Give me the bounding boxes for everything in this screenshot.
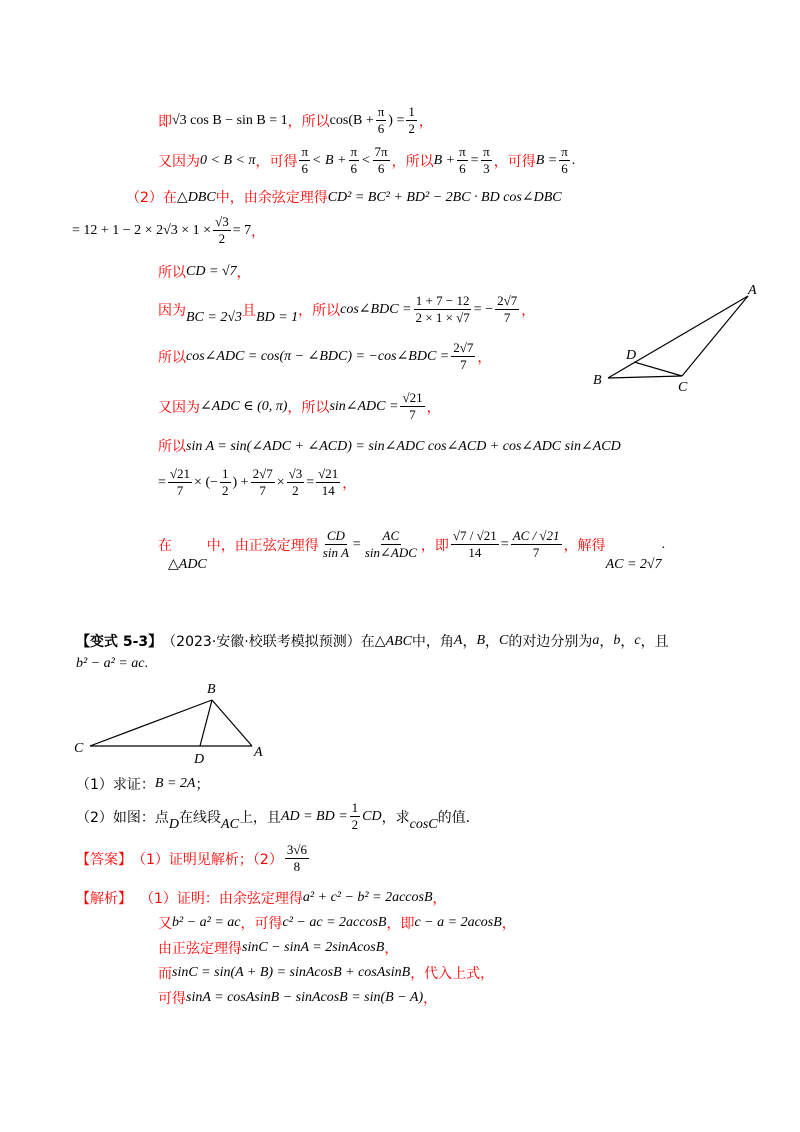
math: sin A = sin(∠ADC + ∠ACD) = sin∠ADC cos∠ACD + cos∠ADC sin∠ACD: [186, 438, 621, 454]
math: CD² = BC² + BD² − 2BC · BD cos∠DBC: [327, 189, 562, 205]
segment-DC: [634, 362, 682, 376]
answer-label: 【答案】: [76, 851, 132, 868]
segment-CA: [682, 296, 748, 376]
math: AC = 2√7: [605, 556, 662, 572]
math: =: [352, 536, 361, 552]
label-B: B: [207, 682, 216, 697]
problem-statement-line-2: [76, 656, 148, 672]
text: （1）证明：由余弦定理得: [140, 891, 303, 907]
solution-line-1: [158, 104, 433, 137]
triangle-figure-1: [588, 282, 768, 397]
math: 0 < B < π: [200, 152, 256, 168]
label-B: B: [593, 373, 602, 388]
math: ×: [276, 474, 285, 490]
text: ，可得: [240, 916, 283, 932]
math: = 7: [232, 222, 252, 238]
math: b: [613, 633, 621, 648]
solution-line-7: [158, 340, 491, 373]
text: 且: [242, 302, 257, 319]
text: ，即: [386, 916, 415, 932]
text: ，解得: [563, 537, 606, 554]
text: 而: [158, 966, 172, 982]
math: ∠ADC ∈ (0, π): [200, 399, 288, 414]
math: =: [158, 474, 166, 490]
text: 又因为: [158, 399, 200, 416]
math: a² + c² − b² = 2accosB: [302, 890, 433, 905]
text: （1）求证：: [76, 777, 155, 793]
math: =: [306, 474, 315, 490]
text: ，即: [420, 537, 449, 554]
text: ，: [432, 891, 447, 907]
math: = −: [473, 301, 494, 317]
label-C: C: [678, 380, 688, 395]
fraction: $\frac{\pi}{6}$: [377, 104, 385, 136]
text: （2）如图：点: [76, 809, 169, 826]
fraction: $\frac{√3}{2}$: [288, 466, 303, 498]
segment-BA: [608, 296, 748, 378]
math: △ADC: [168, 557, 207, 572]
problem-source: （2023·安徽·校联考模拟预测）在: [162, 634, 375, 650]
text: 因为: [158, 302, 186, 319]
text: 在: [158, 537, 172, 554]
text: 即: [158, 113, 172, 130]
text: ，: [599, 634, 614, 650]
fraction: $\frac{\pi}{6}$: [301, 144, 309, 176]
solution-line-8: [158, 390, 441, 423]
math: c − a = 2acosB: [414, 915, 502, 930]
analysis-line-2: [158, 913, 516, 933]
text: .: [661, 536, 666, 552]
segment-BD: [200, 700, 212, 746]
solution-line-2: [158, 144, 575, 177]
text: ，: [620, 634, 635, 650]
text: 的值.: [437, 809, 471, 826]
text: ，: [236, 265, 251, 281]
text: ，所以: [287, 399, 330, 416]
segment-BA: [212, 700, 252, 746]
text: ，: [521, 302, 536, 319]
math: CD = √7: [186, 264, 237, 279]
math: =: [469, 152, 480, 168]
text: 中，角: [411, 634, 454, 650]
segment-CB: [90, 700, 212, 746]
text: 由正弦定理得: [158, 941, 242, 957]
math: × (−: [194, 474, 218, 490]
text: 中，由正弦定理得: [206, 537, 319, 554]
fraction: $\frac{√21}{7}$: [402, 390, 423, 422]
math: CD: [362, 808, 382, 824]
math: B = 2A: [154, 776, 196, 791]
fraction: $\frac{CD}{\text{sin A}}$: [322, 528, 349, 560]
solution-line-3: [126, 187, 562, 207]
math: sinC − sinA = 2sinAcosB: [242, 940, 385, 955]
text: ；: [195, 777, 210, 793]
text: ，: [426, 399, 441, 416]
fraction: $\frac{\pi}{6}$: [350, 144, 358, 176]
text: ，: [418, 113, 433, 130]
text: ，求: [381, 809, 410, 826]
fraction: $\frac{\pi}{6}$: [561, 144, 568, 176]
math: △DBC: [176, 189, 216, 205]
text: ，: [342, 475, 357, 492]
text: 又因为: [158, 153, 200, 170]
text: （2）在: [126, 190, 177, 206]
math: B =: [535, 152, 558, 168]
text: 所以: [158, 439, 186, 455]
text: 所以: [158, 349, 186, 366]
math: c² − ac = 2accosB: [282, 915, 387, 930]
fraction: $\frac{√7 / √21}{14}$: [452, 528, 497, 560]
segment-BC: [608, 376, 682, 378]
math: a: [592, 633, 600, 648]
fraction: $\frac{√3}{2}$: [215, 214, 229, 246]
solution-line-4: [72, 214, 265, 247]
analysis-line-3: [158, 938, 398, 958]
solution-line-10: [158, 466, 356, 499]
analysis-label: 【解析】: [76, 891, 132, 907]
math: ) =: [388, 112, 405, 128]
fraction: $\frac{7\pi}{6}$: [374, 144, 388, 176]
math: < B +: [312, 152, 347, 168]
text: ，所以: [287, 113, 330, 130]
math: ) +: [232, 474, 249, 490]
text: ，所以: [391, 153, 434, 170]
text: ，: [485, 634, 500, 650]
text: ，: [501, 916, 516, 932]
math: c: [634, 633, 641, 648]
analysis-line-4: [158, 963, 494, 983]
label-A: A: [748, 283, 757, 298]
math: AD = BD =: [280, 808, 348, 824]
math: b² − a² = ac: [172, 915, 241, 930]
math: A: [453, 633, 463, 648]
text: 在线段: [179, 809, 222, 826]
math: D: [168, 816, 180, 832]
text: ，: [423, 991, 438, 1007]
fraction: $\frac{AC}{\text{sin∠ADC}}$: [364, 528, 417, 560]
math: △ABC: [374, 633, 412, 649]
solution-line-6: [158, 293, 535, 326]
math: BC = 2√3: [186, 309, 243, 325]
problem-statement: [76, 631, 669, 651]
fraction: $\frac{2√7}{7}$: [252, 466, 273, 498]
question-2: [76, 800, 470, 833]
solution-line-11: [158, 516, 665, 573]
label-D: D: [194, 752, 205, 767]
text: 所以: [158, 265, 186, 281]
text: 上，且: [238, 809, 281, 826]
text: 可得: [158, 991, 186, 1007]
fraction: $\frac{1}{2}$: [222, 466, 229, 498]
answer-line: [76, 842, 311, 875]
analysis-line-5: [158, 988, 437, 1008]
text: ，: [477, 349, 492, 366]
text: ，: [251, 223, 266, 240]
fraction: $\frac{\pi}{6}$: [459, 144, 466, 176]
text: ，: [384, 941, 399, 957]
fraction: $\frac{3√6}{8}$: [286, 842, 307, 874]
math: cosC: [409, 816, 438, 832]
text: （1）证明见解析；（2）: [132, 851, 283, 868]
fraction: $\frac{\pi}{3}$: [483, 144, 490, 176]
math: cos∠BDC =: [340, 302, 412, 317]
math: AC: [221, 816, 239, 832]
math: B: [476, 633, 486, 648]
math: B +: [433, 152, 456, 168]
fraction: $\frac{2√7}{7}$: [453, 340, 474, 372]
text: ，代入上式，: [410, 966, 495, 982]
text: 又: [158, 916, 172, 932]
math: sinA = cosAsinB − sinAcosB = sin(B − A): [186, 990, 424, 1005]
fraction: $\frac{1}{2}$: [408, 104, 415, 136]
text: .: [144, 656, 149, 671]
label-A: A: [254, 745, 263, 760]
text: ，: [462, 634, 477, 650]
math: b² − a² = ac: [76, 656, 145, 671]
text: .: [571, 152, 576, 168]
label-D: D: [626, 348, 637, 363]
math: = 12 + 1 − 2 × 2√3 × 1 ×: [72, 222, 212, 238]
fraction: $\frac{1 + 7 - 12}{2 \times 1 \times √7}$: [415, 293, 470, 325]
text: ，且: [640, 634, 669, 650]
math: cos(B +: [329, 112, 374, 128]
text: ，所以: [298, 302, 341, 319]
solution-line-5: [158, 262, 251, 282]
fraction: $\frac{AC / √21}{7}$: [512, 528, 560, 560]
math: C: [499, 633, 509, 648]
fraction: $\frac{1}{2}$: [351, 800, 359, 832]
text: 中，由余弦定理得: [215, 190, 328, 206]
analysis-line-1: [76, 888, 447, 908]
fraction: $\frac{√21}{14}$: [318, 466, 339, 498]
math: <: [361, 152, 371, 168]
text: ，可得: [493, 153, 536, 170]
text: 的对边分别为: [508, 634, 593, 650]
math: cos∠ADC = cos(π − ∠BDC) = −cos∠BDC =: [186, 349, 450, 364]
math: BD = 1: [256, 309, 299, 325]
problem-label: 【变式 5-3】: [76, 634, 163, 650]
math: =: [500, 536, 509, 552]
triangle-figure-2: [70, 678, 280, 768]
fraction: $\frac{√21}{7}$: [169, 466, 191, 498]
solution-line-9: [158, 436, 621, 456]
math: sinC = sin(A + B) = sinAcosB + cosAsinB: [172, 965, 411, 980]
text: ，可得: [255, 153, 298, 170]
math: sin∠ADC =: [329, 399, 399, 414]
math: √3 cos B − sin B = 1: [172, 112, 288, 128]
label-C: C: [74, 741, 84, 756]
question-1: [76, 774, 209, 794]
fraction: $\frac{2√7}{7}$: [497, 293, 518, 325]
